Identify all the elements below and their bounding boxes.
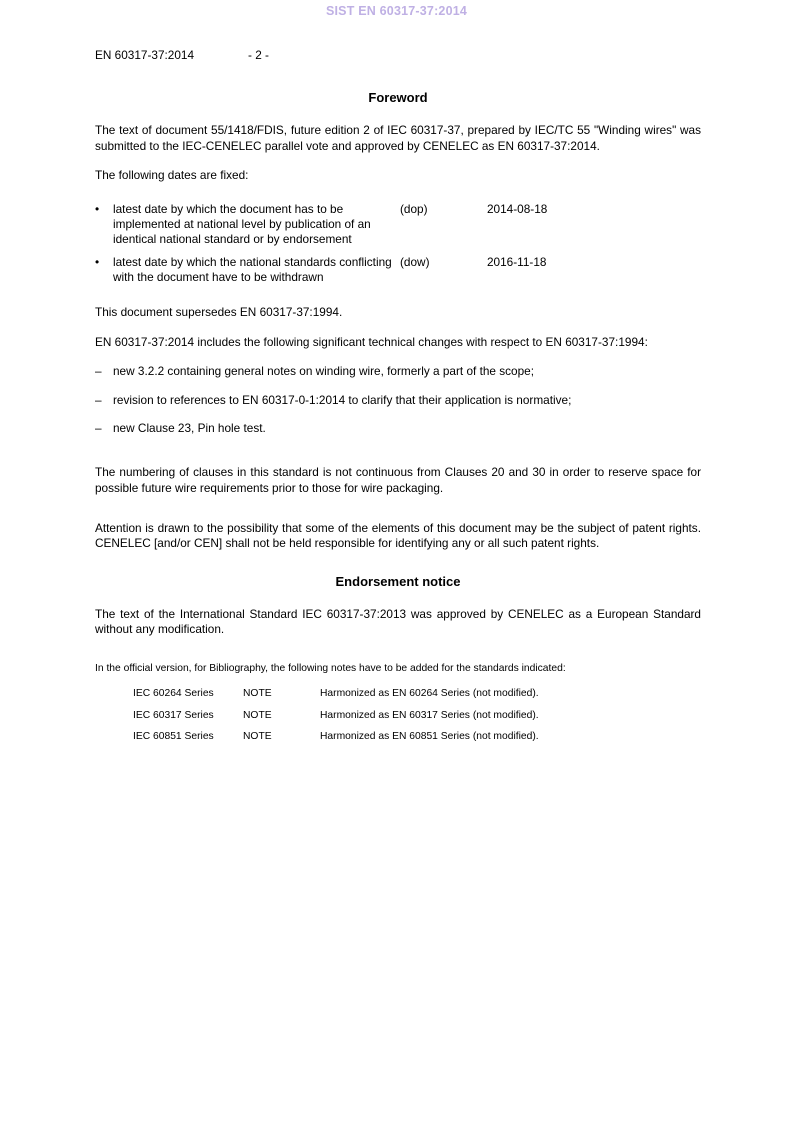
fixed-date-description: latest date by which the national standards conflicting with the document have to be withdrawn [113, 254, 392, 284]
header-page-number: - 2 - [248, 48, 269, 62]
change-item [95, 393, 701, 408]
note-standard: IEC 60264 Series [133, 688, 214, 700]
note-standard: IEC 60851 Series [133, 730, 214, 742]
fixed-date-item [95, 202, 701, 248]
bullet-icon: • [95, 254, 100, 269]
dash-icon: – [95, 421, 102, 436]
patent-paragraph: Attention is drawn to the possibility that some of the elements of this document may be the subject of patent rights. CENELEC [and/or CEN] shall not be held responsible for identifying any or all such patent rights. [95, 520, 701, 551]
bibliography-intro: In the official version, for Bibliography, the following notes have to be added for the standards indicated: [95, 662, 566, 674]
note-text: Harmonized as EN 60264 Series (not modified). [320, 688, 539, 700]
supersedes-paragraph: This document supersedes EN 60317-37:1994. [95, 305, 343, 320]
fixed-date-item [95, 255, 701, 286]
changes-intro-paragraph: EN 60317-37:2014 includes the following significant technical changes with respect to EN 60317-37:1994: [95, 334, 648, 349]
header-document-number: EN 60317-37:2014 [95, 48, 195, 62]
dash-icon: – [95, 364, 102, 379]
fixed-date-code: (dop) [400, 201, 428, 216]
note-label: NOTE [243, 709, 272, 721]
change-text: revision to references to EN 60317-0-1:2014 to clarify that their application is normative; [113, 392, 572, 407]
dates-intro-paragraph: The following dates are fixed: [95, 168, 249, 183]
bullet-icon: • [95, 201, 100, 216]
change-item [95, 364, 701, 379]
numbering-paragraph: The numbering of clauses in this standard is not continuous from Clauses 20 and 30 in order to reserve space for possible future wire requirements prior to those for wire packaging. [95, 465, 701, 495]
endorsement-body-paragraph: The text of the International Standard IEC 60317-37:2013 was approved by CENELEC as a European Standard without any modification. [95, 606, 701, 637]
note-label: NOTE [243, 688, 272, 700]
dash-icon: – [95, 392, 102, 407]
note-label: NOTE [243, 730, 272, 742]
note-standard: IEC 60317 Series [133, 709, 214, 721]
fixed-date-value: 2016-11-18 [487, 254, 547, 269]
changes-list [95, 364, 701, 436]
note-text: Harmonized as EN 60851 Series (not modified). [320, 730, 539, 742]
note-text: Harmonized as EN 60317 Series (not modified). [320, 709, 539, 721]
change-item [95, 421, 701, 436]
page-header [95, 48, 701, 64]
watermark-text: SIST EN 60317-37:2014 [325, 4, 468, 18]
endorsement-title: Endorsement notice [335, 573, 461, 589]
foreword-title: Foreword [368, 90, 428, 105]
change-text: new Clause 23, Pin hole test. [113, 421, 266, 436]
fixed-date-value: 2014-08-18 [487, 201, 548, 216]
fixed-date-description: latest date by which the document has to be implemented at national level by publication of an identical national standard or by endorsement [113, 201, 371, 247]
fixed-dates-list [95, 202, 701, 286]
harmonized-notes-table [133, 687, 701, 743]
note-row [133, 709, 701, 722]
change-text: new 3.2.2 containing general notes on winding wire, formerly a part of the scope; [113, 364, 535, 379]
note-row [133, 730, 701, 743]
fixed-date-code: (dow) [400, 254, 430, 269]
page-content [95, 48, 701, 751]
note-row [133, 687, 701, 700]
foreword-intro-paragraph: The text of document 55/1418/FDIS, future edition 2 of IEC 60317-37, prepared by IEC/TC 55 "Winding wires" was submitted to the IEC-CENELEC parallel vote and approved by CENELEC as EN 60317-37:2014. [95, 123, 701, 153]
